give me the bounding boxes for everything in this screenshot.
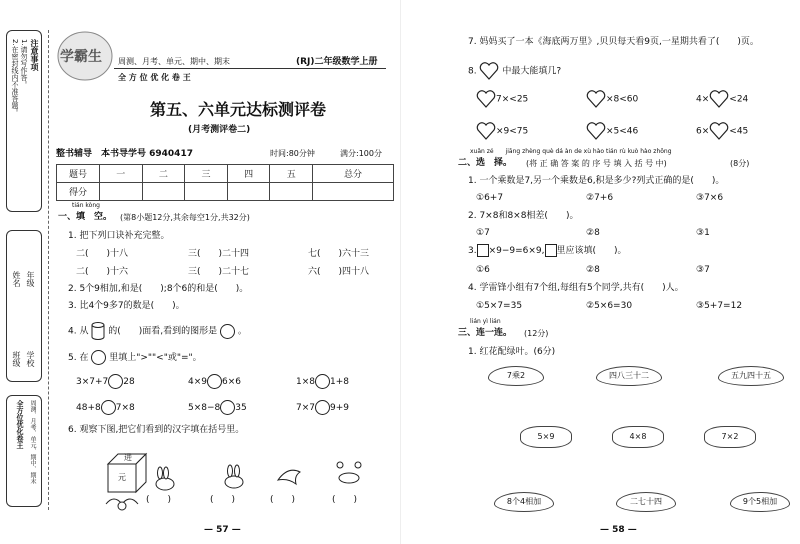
q1-text: 1. 把下列口诀补充完整。: [68, 231, 170, 241]
compare-circle[interactable]: [108, 374, 123, 389]
q5-item: 3×7+7 28: [76, 374, 135, 389]
notice-title: 注意事项: [30, 39, 39, 71]
q1-item: 七( )六十三: [308, 249, 370, 259]
mc-option[interactable]: ②8: [586, 265, 600, 275]
sidebar-brand: [6, 395, 42, 507]
q6-blank[interactable]: ( ): [332, 495, 358, 505]
section2-title: 二、选 择。: [458, 158, 513, 168]
mc-question: 2. 7×8和8×8相差( )。: [468, 211, 579, 221]
mc-question: 3. ×9−9=6×9, 里应该填( )。: [468, 246, 627, 256]
q6-blank[interactable]: ( ): [210, 495, 236, 505]
sidebar-brand-line-2: 全方位优化卷王: [16, 400, 24, 449]
q31-text: 1. 红花配绿叶。(6分): [468, 347, 556, 357]
score-row-label: 得分: [57, 183, 100, 201]
q5-item: 4×9 6×6: [188, 374, 241, 389]
section2-pinyin: xuǎn zé jiāng zhèng què dá àn de xù hào tián rù kuò hào zhōng: [470, 148, 672, 155]
mc-option[interactable]: ②8: [586, 228, 600, 238]
leaf-card[interactable]: 7乘2: [488, 366, 544, 386]
section2-score: (8分): [730, 159, 750, 168]
heart-blank[interactable]: [476, 90, 496, 108]
cylinder-icon: [91, 322, 105, 340]
score-cell[interactable]: [313, 183, 394, 201]
score-header-cell: 四: [227, 165, 270, 183]
mc-option[interactable]: ②5×6=30: [586, 301, 633, 311]
square-blank[interactable]: [477, 244, 489, 257]
score-header-cell: 总分: [313, 165, 394, 183]
heart-blank[interactable]: [586, 90, 606, 108]
mc-question: 4. 学雷锋小组有7个组,每组有5个同学,共有( )人。: [468, 283, 684, 293]
mc-question: 1. 一个乘数是7,另一个乘数是6,积是多少?列式正确的是( )。: [468, 176, 725, 186]
heart-blank[interactable]: [586, 122, 606, 140]
book-tag: (RJ)二年级数学上册: [296, 57, 378, 67]
grade-label: 年级: [26, 271, 35, 287]
crab-icon: [334, 460, 364, 486]
cut-line: [48, 30, 49, 510]
square-icon: [545, 244, 557, 257]
score-cell[interactable]: [270, 183, 313, 201]
exam-full-score: 满分:100分: [340, 149, 382, 158]
leaf-card[interactable]: 二七十四: [616, 492, 676, 512]
mc-option[interactable]: ①6: [476, 265, 490, 275]
q6-figure: [96, 446, 396, 518]
q8-item: 6× <45: [696, 122, 748, 140]
section1-pinyin: tián kòng: [72, 202, 100, 209]
q5-line: [68, 350, 202, 365]
score-header-cell: 二: [142, 165, 185, 183]
q5-item: 7×7 9+9: [296, 400, 349, 415]
leaf-card[interactable]: 四八三十二: [596, 366, 662, 386]
bird-icon: [276, 464, 304, 490]
q6-blank[interactable]: ( ): [146, 495, 172, 505]
compare-circle[interactable]: [101, 400, 116, 415]
q8-line: [468, 62, 561, 80]
q6-text: 6. 观察下图,把它们看到的汉字填在括号里。: [68, 425, 245, 435]
mc-option[interactable]: ③7×6: [696, 193, 724, 203]
heart-blank[interactable]: [709, 122, 729, 140]
q5-item: 48+8 7×8: [76, 400, 135, 415]
section2-instr: (将 正 确 答 案 的 序 号 填 入 括 号 中): [526, 159, 667, 168]
header-slogan: 全 方 位 优 化 卷 王: [118, 73, 191, 82]
notice-line-2: 2.在密封线内不准答题。: [11, 39, 19, 116]
leaf-card[interactable]: 8个4相加: [494, 492, 554, 512]
score-cell[interactable]: [227, 183, 270, 201]
q1-item: 三( )二十七: [188, 267, 250, 277]
student-info-box: [6, 230, 42, 382]
q8-text: 中最大能填几?: [502, 66, 562, 77]
cloud-card[interactable]: 4×8: [612, 426, 664, 448]
right-page: [400, 0, 800, 544]
header-rule: [114, 68, 386, 69]
cube-front-char: 元: [118, 473, 126, 482]
heart-blank[interactable]: [476, 122, 496, 140]
score-header-cell: 五: [270, 165, 313, 183]
score-table: [56, 164, 394, 201]
logo-text: 学霸生: [60, 49, 102, 65]
heart-blank[interactable]: [709, 90, 729, 108]
q8-num: 8.: [468, 66, 477, 77]
exam-title: 第五、六单元达标测评卷: [150, 100, 327, 119]
q5-item: 5×8−8 35: [188, 400, 247, 415]
section3-pinyin: lián yì lián: [470, 318, 501, 325]
score-cell[interactable]: [142, 183, 185, 201]
q5-item: 1×8 1+8: [296, 374, 349, 389]
q3-text: 3. 比4个9多7的数是( )。: [68, 301, 185, 311]
page-number-right: — 58 —: [600, 525, 637, 535]
q5-post: 里填上">""<"或"="。: [109, 353, 202, 363]
section3-score: (12分): [524, 329, 549, 338]
mc-option[interactable]: ①7: [476, 228, 490, 238]
exam-subtitle: (月考测评卷二): [188, 125, 251, 135]
logo: [56, 28, 114, 84]
q1-item: 三( )二十四: [188, 249, 250, 259]
q8-item: 7×<25: [476, 90, 528, 108]
page-number-left: — 57 —: [204, 525, 241, 535]
section1-note: (第8小题12分,其余每空1分,共32分): [120, 213, 250, 222]
mc-option[interactable]: ①5×7=35: [476, 301, 523, 311]
q4-line: 4. 从 的( )面看,看到的图形是 。: [68, 322, 247, 340]
score-header-cell: 一: [100, 165, 143, 183]
q7-text: 7. 妈妈买了一本《海底两万里》,贝贝每天看9页,一星期共看了( )页。: [468, 37, 759, 47]
q1-item: 二( )十八: [76, 249, 129, 259]
q4-pre: 4. 从: [68, 326, 89, 337]
q5-pre: 5. 在: [68, 353, 89, 363]
compare-circle[interactable]: [315, 374, 330, 389]
q8-item: 4× <24: [696, 90, 748, 108]
mc-option[interactable]: ③5+7=12: [696, 301, 743, 311]
compare-circle[interactable]: [315, 400, 330, 415]
name-label: 姓名: [12, 271, 21, 287]
class-label: 班级: [12, 351, 21, 367]
rabbit-icon: [220, 464, 248, 490]
section1-title: 一、填 空。: [58, 212, 113, 222]
heart-icon: [479, 62, 499, 80]
mc-option[interactable]: ①6+7: [476, 193, 504, 203]
leaf-card[interactable]: 9个5相加: [730, 492, 790, 512]
sidebar-brand-line-1: 周测、月考、单元、期中、期末: [29, 400, 36, 484]
score-cell[interactable]: [185, 183, 228, 201]
mc-option[interactable]: ②7+6: [586, 193, 614, 203]
cloud-card[interactable]: 7×2: [704, 426, 756, 448]
cloud-card[interactable]: 5×9: [520, 426, 572, 448]
q8-item: ×8<60: [586, 90, 638, 108]
q1-item: 二( )十六: [76, 267, 129, 277]
sidebar: [4, 30, 44, 510]
exam-time: 时间:80分钟: [270, 149, 315, 158]
q8-item: ×9<75: [476, 122, 528, 140]
mc-option[interactable]: ③1: [696, 228, 710, 238]
notice-box: [6, 30, 42, 212]
compare-circle[interactable]: [220, 400, 235, 415]
q8-item: ×5<46: [586, 122, 638, 140]
q4-mid: 的( )面看,看到的图形是: [108, 326, 218, 337]
rabbit-icon: [150, 466, 178, 492]
q1-item: 六( )四十八: [308, 267, 370, 277]
score-header-cell: 三: [185, 165, 228, 183]
score-cell[interactable]: [100, 183, 143, 201]
q6-blank[interactable]: ( ): [270, 495, 296, 505]
answer-circle[interactable]: [220, 324, 235, 339]
notice-line-1: 1.请勿写作答。: [20, 39, 28, 88]
cube-top-char: 进: [124, 453, 132, 462]
compare-circle[interactable]: [207, 374, 222, 389]
leaf-card[interactable]: 五九四十五: [718, 366, 784, 386]
section3-title: 三、连一连。: [458, 328, 513, 338]
header-tagline: 周测、月考、单元、期中、期末: [118, 57, 230, 66]
q2-text: 2. 5个9相加,和是( );8个6的和是( )。: [68, 284, 249, 294]
tutor-line: 整书辅导 本书导学号 6940417: [56, 149, 193, 159]
mc-option[interactable]: ③7: [696, 265, 710, 275]
school-label: 学校: [26, 351, 35, 367]
compare-circle-icon: [91, 350, 106, 365]
score-header-cell: 题号: [57, 165, 100, 183]
